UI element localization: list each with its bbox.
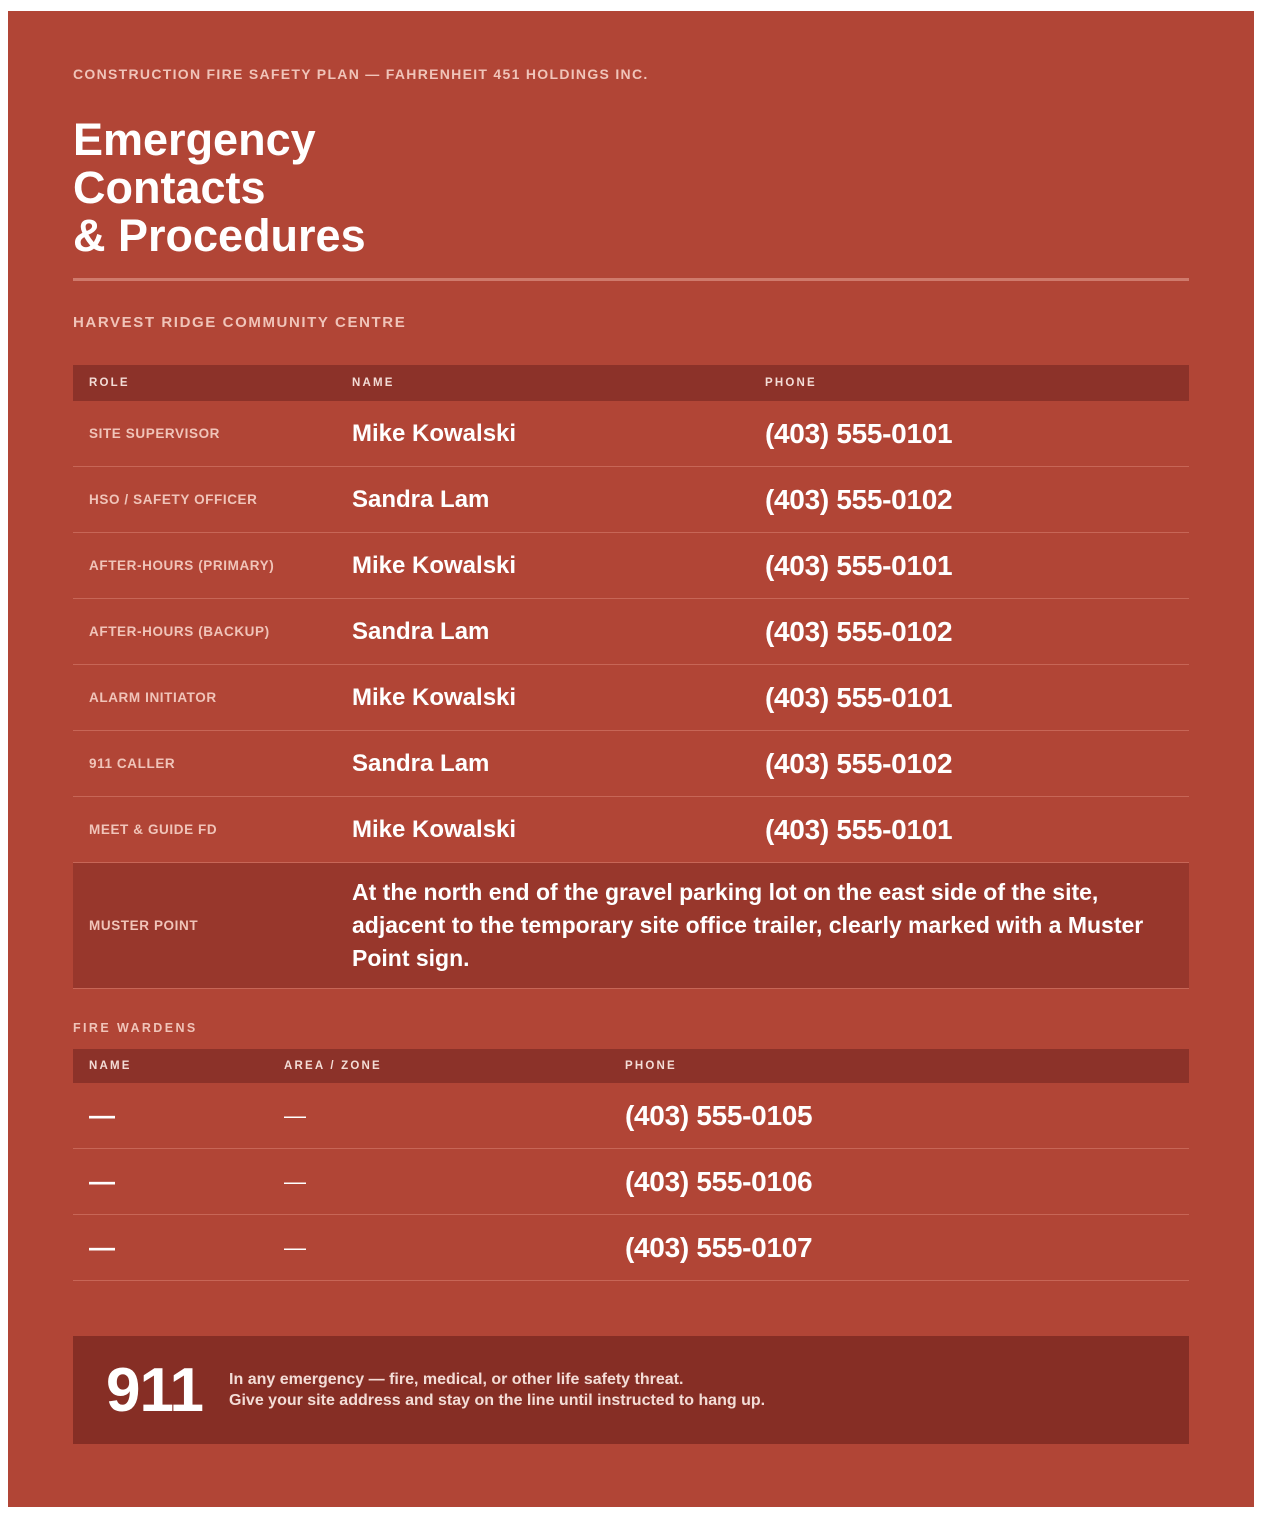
contact-phone: (403) 555-0101 <box>749 797 1189 863</box>
muster-point-label: MUSTER POINT <box>73 863 336 989</box>
warden-name: — <box>73 1215 268 1281</box>
table-row <box>73 599 1189 665</box>
warden-area: — <box>268 1149 609 1215</box>
table-row <box>73 665 1189 731</box>
title-line: Contacts <box>73 162 266 213</box>
table-row <box>73 1083 1189 1149</box>
page-content <box>73 11 1189 1444</box>
project-name: HARVEST RIDGE COMMUNITY CENTRE <box>73 314 407 331</box>
table-row <box>73 401 1189 467</box>
table-row <box>73 797 1189 863</box>
document-label: CONSTRUCTION FIRE SAFETY PLAN — FAHRENHEIT 451 HOLDINGS INC. <box>73 66 649 82</box>
column-header-phone: PHONE <box>609 1049 1189 1083</box>
table-row <box>73 1149 1189 1215</box>
fire-wardens-heading: FIRE WARDENS <box>73 1021 198 1035</box>
emergency-callout <box>73 1336 1189 1444</box>
contact-phone: (403) 555-0101 <box>749 401 1189 467</box>
contacts-table <box>73 365 1189 989</box>
title-divider <box>73 278 1189 281</box>
muster-point-row <box>73 863 1189 989</box>
contact-name: Mike Kowalski <box>336 533 749 599</box>
contact-role: HSO / SAFETY OFFICER <box>73 467 336 533</box>
muster-point-description: At the north end of the gravel parking lot on the east side of the site, adjacent to the temporary site office trailer, clearly marked with a Muster Point sign. <box>336 863 1189 989</box>
contact-name: Mike Kowalski <box>336 401 749 467</box>
emergency-instructions <box>229 1369 765 1411</box>
warden-name: — <box>73 1083 268 1149</box>
column-header-area: AREA / ZONE <box>268 1049 609 1083</box>
emergency-line: Give your site address and stay on the line until instructed to hang up. <box>229 1392 766 1409</box>
contact-role: ALARM INITIATOR <box>73 665 336 731</box>
warden-area: — <box>268 1215 609 1281</box>
contact-role: AFTER-HOURS (PRIMARY) <box>73 533 336 599</box>
column-header-phone: PHONE <box>749 365 1189 401</box>
table-row <box>73 731 1189 797</box>
contact-role: 911 CALLER <box>73 731 336 797</box>
contact-phone: (403) 555-0101 <box>749 533 1189 599</box>
contact-name: Sandra Lam <box>336 467 749 533</box>
emergency-line: In any emergency — fire, medical, or other life safety threat. <box>229 1371 684 1388</box>
table-row <box>73 533 1189 599</box>
title-line: Emergency <box>73 114 316 165</box>
warden-phone: (403) 555-0106 <box>609 1149 1189 1215</box>
emergency-number: 911 <box>106 1355 204 1425</box>
contact-phone: (403) 555-0102 <box>749 731 1189 797</box>
contact-phone: (403) 555-0102 <box>749 467 1189 533</box>
warden-phone: (403) 555-0105 <box>609 1083 1189 1149</box>
column-header-name: NAME <box>73 1049 268 1083</box>
table-row <box>73 1215 1189 1281</box>
contact-phone: (403) 555-0102 <box>749 599 1189 665</box>
column-header-role: ROLE <box>73 365 336 401</box>
warden-phone: (403) 555-0107 <box>609 1215 1189 1281</box>
wardens-header-row <box>73 1049 1189 1083</box>
contact-name: Mike Kowalski <box>336 665 749 731</box>
contact-phone: (403) 555-0101 <box>749 665 1189 731</box>
contact-role: AFTER-HOURS (BACKUP) <box>73 599 336 665</box>
fire-wardens-table <box>73 1049 1189 1281</box>
warden-name: — <box>73 1149 268 1215</box>
fire-safety-page <box>8 11 1254 1507</box>
contact-role: MEET & GUIDE FD <box>73 797 336 863</box>
contact-role: SITE SUPERVISOR <box>73 401 336 467</box>
warden-area: — <box>268 1083 609 1149</box>
page-title <box>73 116 1189 260</box>
column-header-name: NAME <box>336 365 749 401</box>
title-line: & Procedures <box>73 210 366 261</box>
contacts-header-row <box>73 365 1189 401</box>
table-row <box>73 467 1189 533</box>
contact-name: Sandra Lam <box>336 599 749 665</box>
contact-name: Mike Kowalski <box>336 797 749 863</box>
contact-name: Sandra Lam <box>336 731 749 797</box>
